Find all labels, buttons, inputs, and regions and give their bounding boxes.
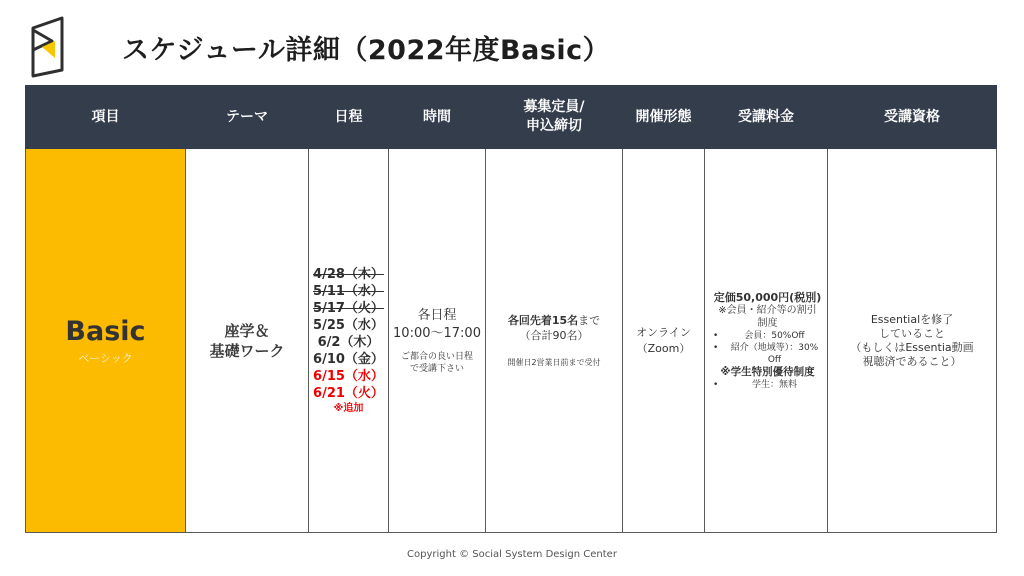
time-note <box>392 351 482 375</box>
date-item: 6/2（木） <box>317 334 380 350</box>
header-theme: テーマ <box>186 86 309 149</box>
eligibility-cell <box>828 149 997 533</box>
table-row <box>26 149 997 533</box>
date-added: 6/15（水） <box>313 368 384 384</box>
format-line: （Zoom） <box>636 341 691 355</box>
eligibility-line: 視聴済であること） <box>862 354 962 368</box>
date-cancelled: 4/28（木） <box>313 266 384 282</box>
header-recruitment: 募集定員/ 申込締切 <box>486 86 623 149</box>
eligibility-line: （もしくはEssentia動画 <box>850 340 974 354</box>
recruitment-total: （合計90名） <box>519 329 589 342</box>
page-title: スケジュール詳細（2022年度Basic） <box>122 35 611 66</box>
schedule-cell <box>309 149 389 533</box>
fee-discount-title: 制度 <box>757 317 778 329</box>
header-format: 開催形態 <box>623 86 705 149</box>
time-cell <box>389 149 486 533</box>
time-note-line: ご都合の良い日程 <box>400 351 473 362</box>
fee-discount-item: • 会員：50%Off <box>711 330 824 342</box>
copyright-text: Copyright © Social System Design Center <box>407 549 617 560</box>
date-item: 5/25（水） <box>313 317 384 333</box>
recruitment-cell <box>486 149 623 533</box>
header-time: 時間 <box>389 86 486 149</box>
fee-cell <box>705 149 828 533</box>
format-cell <box>623 149 705 533</box>
fee-discount-title: ※会員・紹介等の割引 <box>718 304 817 316</box>
recruitment-deadline: 開催日2営業日前まで受付 <box>507 358 601 367</box>
item-cell <box>26 149 186 533</box>
recruitment-capacity <box>489 313 619 328</box>
header-item: 項目 <box>26 86 186 149</box>
date-item: 6/10（金） <box>313 351 384 367</box>
theme-line: 基礎ワーク <box>209 341 285 360</box>
fee-student-item: • 学生：無料 <box>711 379 824 391</box>
fee-student-list <box>711 379 824 391</box>
date-added: 6/21（火） <box>313 385 384 401</box>
fee-discount-continuation: Off <box>767 354 782 365</box>
recruitment-capacity-bold: 各回先着15名 <box>507 314 579 327</box>
table-header-row <box>26 86 997 149</box>
time-label: 各日程 <box>417 307 457 323</box>
time-note-line: で受講下さい <box>409 363 464 374</box>
logo-icon <box>30 16 66 78</box>
recruitment-capacity-suffix: まで <box>578 314 601 327</box>
item-reading: ベーシック <box>78 351 133 365</box>
fee-student-title: ※学生特別優待制度 <box>720 365 815 378</box>
dates-note: ※追加 <box>333 402 364 414</box>
header-schedule: 日程 <box>309 86 389 149</box>
date-cancelled: 5/17（火） <box>313 300 384 316</box>
theme-cell <box>186 149 309 533</box>
header-eligibility: 受講資格 <box>828 86 997 149</box>
fee-discount-item: • 紹介（地域等）：30% <box>711 342 824 354</box>
schedule-table <box>25 85 997 533</box>
date-cancelled: 5/11（水） <box>313 283 384 299</box>
theme-line: 座学＆ <box>224 321 270 340</box>
eligibility-line: していること <box>879 326 945 340</box>
time-range: 10:00〜17:00 <box>393 325 481 341</box>
eligibility-line: Essentialを修了 <box>870 312 954 326</box>
fee-discount-list <box>711 330 824 354</box>
item-name: Basic <box>65 315 146 347</box>
fee-price: 定価50,000円(税別) <box>713 290 822 304</box>
header-fee: 受講料金 <box>705 86 828 149</box>
format-line: オンライン <box>636 325 691 339</box>
